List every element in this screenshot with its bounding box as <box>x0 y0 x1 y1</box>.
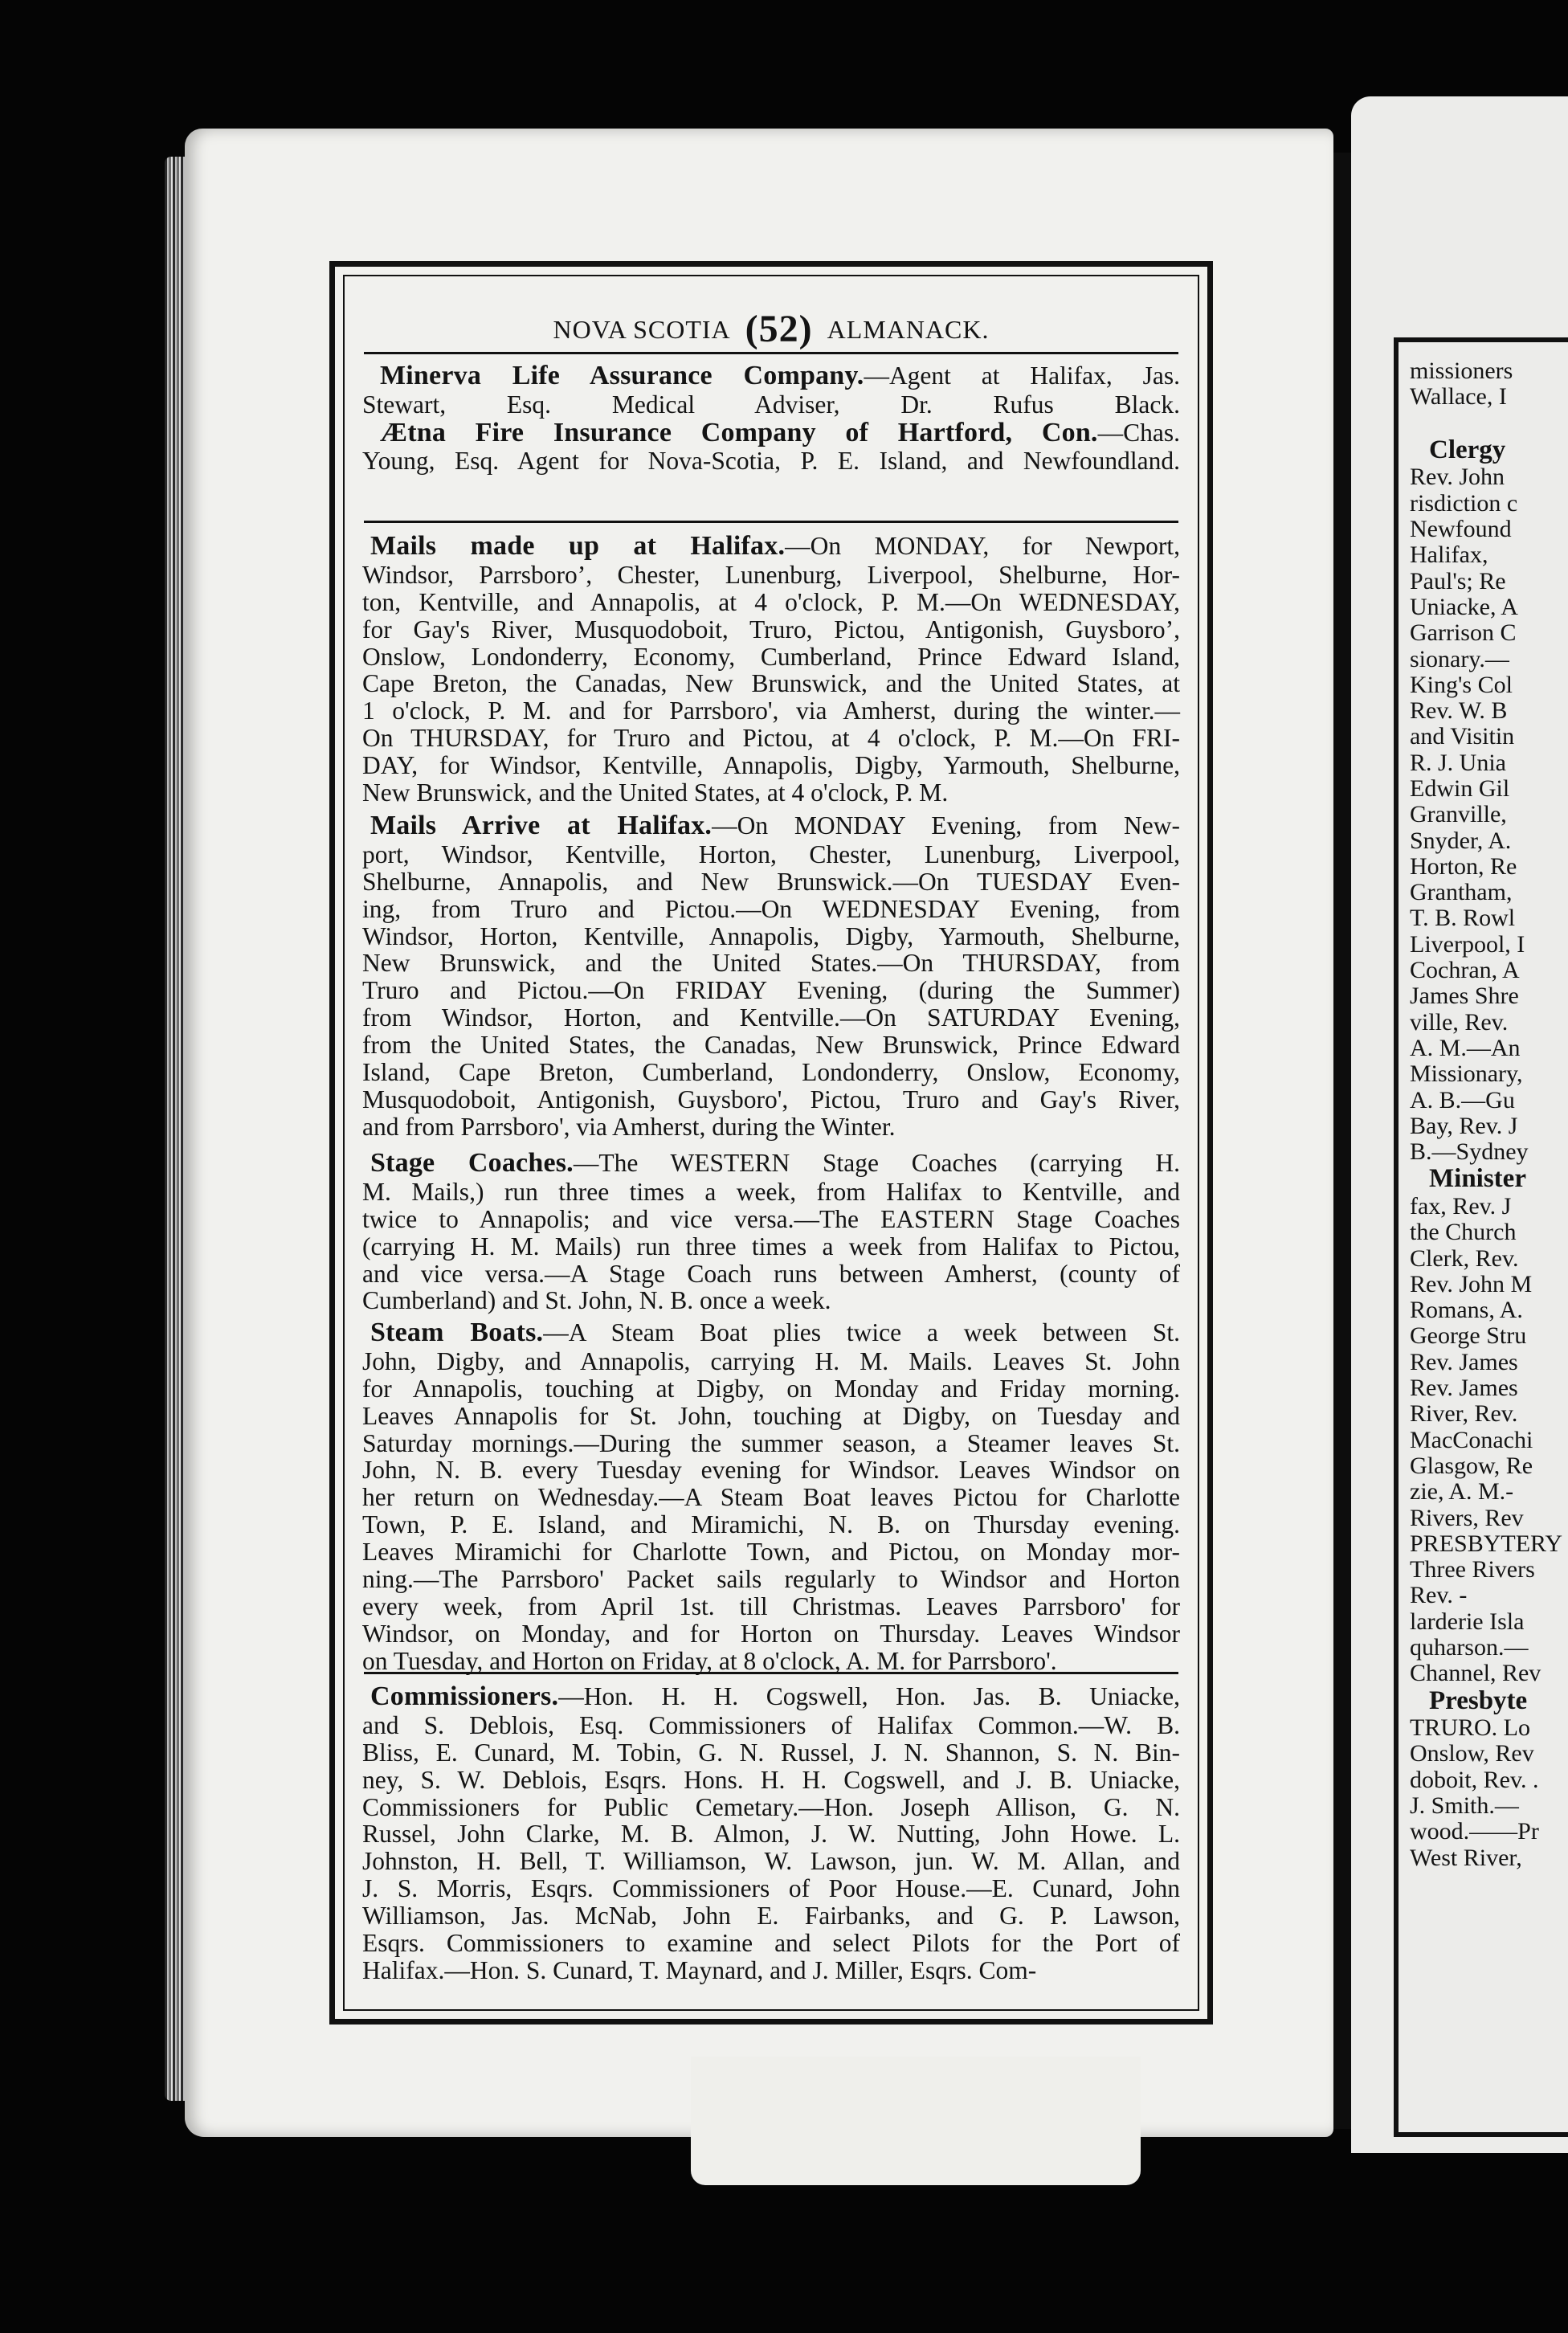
right-page-line: Three Rivers <box>1410 1556 1535 1583</box>
company-name: Minerva Life Assurance Company. <box>380 361 864 390</box>
text-line: J. S. Morris, Esqrs. Commissioners of Poor House.—E. Cunard, John <box>362 1874 1180 1903</box>
text-line: M. Mails,) run three times a week, from Halifax to Kentville, and <box>362 1177 1180 1206</box>
page-header <box>345 307 1198 351</box>
text-line: Halifax.—Hon. S. Cunard, T. Maynard, and J. Miller, Esqrs. Com- <box>362 1956 1037 1985</box>
right-page-line: Newfound <box>1410 516 1512 543</box>
right-page-line: and Visitin <box>1410 723 1515 750</box>
right-page-line: Snyder, A. <box>1410 827 1512 854</box>
right-page-line <box>1410 411 1568 436</box>
right-page-line: Paul's; Re <box>1410 567 1506 594</box>
text-line: On THURSDAY, for Truro and Pictou, at 4 o'clock, P. M.—On FRI- <box>362 724 1180 753</box>
right-page-line: ville, Rev. <box>1410 1008 1509 1036</box>
right-page-line: Rev. - <box>1410 1582 1468 1609</box>
paragraph-first-line <box>362 1149 1180 1179</box>
text-line: Cumberland) and St. John, N. B. once a week. <box>362 1286 831 1315</box>
text-line: on Tuesday, and Horton on Friday, at 8 o'clock, A. M. for Parrsboro'. <box>362 1647 1057 1676</box>
section-heading: Stage Coaches. <box>370 1148 574 1178</box>
right-page-line: R. J. Unia <box>1410 749 1506 776</box>
mails-arrive-section <box>362 811 1180 1141</box>
right-page-line: Rev. John <box>1410 464 1505 491</box>
right-page-line: Granville, <box>1410 801 1507 828</box>
right-page-line: MacConachi <box>1410 1426 1533 1453</box>
text-line: Williamson, Jas. McNab, John E. Fairbanks, and G. P. Lawson, <box>362 1902 1180 1931</box>
right-page-line: Romans, A. <box>1410 1297 1523 1324</box>
right-page-line: Rev. James <box>1410 1375 1518 1402</box>
section-rule <box>364 521 1178 523</box>
line-text: —Hon. H. H. Cogswell, Hon. Jas. B. Uniacke, <box>558 1682 1180 1710</box>
right-page-line: A. B.—Gu <box>1410 1086 1515 1113</box>
text-line: Johnston, H. Bell, T. Williamson, W. Lawson, jun. W. M. Allan, and <box>362 1847 1180 1876</box>
right-page-line: Grantham, <box>1410 879 1513 906</box>
text-line: Stewart, Esq. Medical Adviser, Dr. Rufus Black. <box>362 390 1180 419</box>
right-page-line: Glasgow, Re <box>1410 1452 1533 1479</box>
text-line: Truro and Pictou.—On FRIDAY Evening, (during the Summer) <box>362 976 1180 1005</box>
right-page-line: James Shre <box>1410 983 1519 1010</box>
header-title-left: NOVA SCOTIA <box>553 315 731 344</box>
paragraph-first-line <box>362 1682 1180 1712</box>
section-rule <box>364 1672 1178 1674</box>
text-line: New Brunswick, and the United States.—On THURSDAY, from <box>362 949 1180 978</box>
text-line: from the United States, the Canadas, New Brunswick, Prince Edward <box>362 1031 1180 1060</box>
right-page-line: Onslow, Rev <box>1410 1740 1534 1767</box>
right-page-line: B.—Sydney <box>1410 1138 1529 1166</box>
book-gutter <box>1333 153 1351 2129</box>
right-page-line: Rev. John M <box>1410 1270 1533 1297</box>
section-heading: Mails made up at Halifax. <box>370 531 786 561</box>
almanack-frame <box>329 261 1213 2025</box>
text-line: Russel, John Clarke, M. B. Almon, J. W. Nutting, John Howe. L. <box>362 1820 1180 1849</box>
right-page-line: King's Col <box>1410 671 1513 698</box>
text-line: Bliss, E. Cunard, M. Tobin, G. N. Russel, J. N. Shannon, S. N. Bin- <box>362 1738 1180 1767</box>
right-page-line: wood.——Pr <box>1410 1818 1539 1845</box>
text-line: Young, Esq. Agent for Nova-Scotia, P. E. Island, and Newfoundland. <box>362 447 1180 476</box>
text-line: Saturday mornings.—During the summer season, a Steamer leaves St. <box>362 1428 1180 1457</box>
page-number: (52) <box>745 308 813 350</box>
text-line: Windsor, Horton, Kentville, Annapolis, Digby, Yarmouth, Shelburne, <box>362 921 1180 950</box>
right-page-line: A. M.—An <box>1410 1034 1521 1061</box>
text-line: Windsor, on Monday, and for Horton on Thursday. Leaves Windsor <box>362 1620 1180 1649</box>
right-page-line: Presbyte <box>1429 1685 1528 1715</box>
text-line: for Gay's River, Musquodoboit, Truro, Pictou, Antigonish, Guysboro’, <box>362 615 1180 644</box>
paragraph-first-line <box>362 532 1180 562</box>
line-text: —The WESTERN Stage Coaches (carrying H. <box>573 1149 1181 1177</box>
header-title-right: ALMANACK. <box>827 315 990 344</box>
right-page-line: Wallace, I <box>1410 383 1507 411</box>
insurance-entry-heading <box>362 419 1180 448</box>
commissioners-section <box>362 1682 1180 1984</box>
right-page-line: Edwin Gil <box>1410 774 1510 802</box>
right-page-text <box>1410 358 1568 1871</box>
text-line: from Windsor, Horton, and Kentville.—On SATURDAY Evening, <box>362 1003 1180 1032</box>
text-line: her return on Wednesday.—A Steam Boat leaves Pictou for Charlotte <box>362 1483 1180 1512</box>
right-page-line: Channel, Rev <box>1410 1660 1541 1687</box>
text-line: port, Windsor, Kentville, Horton, Chester, Lunenburg, Liverpool, <box>362 840 1180 868</box>
mails-made-up-section <box>362 532 1180 807</box>
text-line: New Brunswick, and the United States, at 4 o'clock, P. M. <box>362 778 949 807</box>
text-line: Commissioners for Public Cemetary.—Hon. Joseph Allison, G. N. <box>362 1792 1180 1821</box>
right-page-line: West River, <box>1410 1844 1522 1871</box>
right-page-line: Halifax, <box>1410 541 1488 569</box>
line-text: —Agent at Halifax, Jas. <box>864 362 1180 390</box>
right-page-line: Garrison C <box>1410 619 1517 647</box>
text-line: and from Parrsboro', via Amherst, during the Winter. <box>362 1113 896 1142</box>
right-page-line: TRURO. Lo <box>1410 1714 1530 1742</box>
right-page-line: Missionary, <box>1410 1060 1523 1088</box>
text-line: John, N. B. every Tuesday evening for Windsor. Leaves Windsor on <box>362 1456 1180 1485</box>
text-line: Shelburne, Annapolis, and New Brunswick.—On TUESDAY Even- <box>362 867 1180 896</box>
text-line: Esqrs. Commissioners to examine and select Pilots for the Port of <box>362 1929 1180 1958</box>
text-line: for Annapolis, touching at Digby, on Monday and Friday morning. <box>362 1374 1180 1403</box>
text-line: Town, P. E. Island, and Miramichi, N. B. on Thursday evening. <box>362 1510 1180 1539</box>
insurance-entry-heading <box>362 362 1180 391</box>
section-heading: Mails Arrive at Halifax. <box>370 811 713 840</box>
right-page-line: risdiction c <box>1410 489 1518 517</box>
text-line: and vice versa.—A Stage Coach runs between Amherst, (county of <box>362 1259 1180 1288</box>
text-line: Leaves Annapolis for St. John, touching at Digby, on Tuesday and <box>362 1401 1180 1430</box>
right-page-line: zie, A. M.- <box>1410 1478 1514 1506</box>
line-text: —A Steam Boat plies twice a week between St. <box>543 1318 1180 1346</box>
right-page-line: J. Smith.— <box>1410 1792 1519 1820</box>
text-line: twice to Annapolis; and vice versa.—The EASTERN Stage Coaches <box>362 1204 1180 1233</box>
right-page-line: the Church <box>1410 1219 1517 1246</box>
text-line: John, Digby, and Annapolis, carrying H. M. Mails. Leaves St. John <box>362 1346 1180 1375</box>
text-line: ing, from Truro and Pictou.—On WEDNESDAY Evening, from <box>362 894 1180 923</box>
company-name: Ætna Fire Insurance Company of Hartford, Con. <box>380 417 1098 447</box>
paragraph-first-line <box>362 1318 1180 1348</box>
right-page-line: Horton, Re <box>1410 852 1517 880</box>
text-line: ning.—The Parrsboro' Packet sails regularly to Windsor and Horton <box>362 1565 1180 1594</box>
right-page-line: T. B. Rowl <box>1410 905 1516 932</box>
text-line: every week, from April 1st. till Christmas. Leaves Parrsboro' for <box>362 1592 1180 1621</box>
right-page-line: Uniacke, A <box>1410 593 1518 620</box>
text-line: Musquodoboit, Antigonish, Guysboro', Pictou, Truro and Gay's River, <box>362 1085 1180 1114</box>
right-page-line: Clergy <box>1429 435 1506 464</box>
header-rule <box>364 352 1178 354</box>
section-heading: Steam Boats. <box>370 1318 544 1347</box>
text-line: DAY, for Windsor, Kentville, Annapolis, Digby, Yarmouth, Shelburne, <box>362 751 1180 780</box>
right-page-line: Bay, Rev. J <box>1410 1112 1518 1139</box>
line-text: —On MONDAY Evening, from New- <box>712 811 1180 840</box>
text-line: Cape Breton, the Canadas, New Brunswick, and the United States, at <box>362 669 1180 698</box>
paragraph-first-line <box>362 811 1180 841</box>
right-page-line: Rivers, Rev <box>1410 1504 1524 1531</box>
right-page-line: Clerk, Rev. <box>1410 1244 1519 1272</box>
right-page-line: larderie Isla <box>1410 1608 1525 1635</box>
frame-inner-rule <box>343 275 1199 2011</box>
text-line: Onslow, Londonderry, Economy, Cumberland, Prince Edward Island, <box>362 642 1180 671</box>
text-line: and S. Deblois, Esq. Commissioners of Halifax Common.—W. B. <box>362 1710 1180 1739</box>
right-page-line: George Stru <box>1410 1322 1527 1350</box>
right-page-line: Liverpool, I <box>1410 930 1525 958</box>
text-line: ney, S. W. Deblois, Esqrs. Hons. H. H. Cogswell, and J. B. Uniacke, <box>362 1765 1180 1794</box>
right-page-line: quharson.— <box>1410 1634 1529 1661</box>
right-page-line: Minister <box>1429 1164 1526 1194</box>
stage-coaches-section <box>362 1149 1180 1314</box>
right-page-frame <box>1394 337 1568 2137</box>
text-line: (carrying H. M. Mails) run three times a week from Halifax to Pictou, <box>362 1232 1180 1260</box>
text-line: ton, Kentville, and Annapolis, at 4 o'clock, P. M.—On WEDNESDAY, <box>362 587 1180 616</box>
right-page-line: sionary.— <box>1410 645 1509 672</box>
text-line: Leaves Miramichi for Charlotte Town, and Pictou, on Monday mor- <box>362 1538 1180 1567</box>
right-page-line: Rev. James <box>1410 1348 1518 1375</box>
text-line: Island, Cape Breton, Cumberland, Londonderry, Onslow, Economy, <box>362 1058 1180 1087</box>
right-page-line: Cochran, A <box>1410 957 1520 984</box>
right-page-line: doboit, Rev. . <box>1410 1766 1539 1793</box>
right-page-line: River, Rev. <box>1410 1400 1518 1428</box>
line-text: —On MONDAY, for Newport, <box>785 532 1181 560</box>
text-line: 1 o'clock, P. M. and for Parrsboro', via Amherst, during the winter.— <box>362 697 1180 725</box>
right-page-line: PRESBYTERY <box>1410 1530 1563 1557</box>
right-page-line: fax, Rev. J <box>1410 1192 1512 1220</box>
section-heading: Commissioners. <box>370 1681 559 1711</box>
line-text: —Chas. <box>1097 418 1180 447</box>
page-fold <box>691 2057 1141 2185</box>
insurance-section <box>362 362 1180 475</box>
right-page-line: missioners <box>1410 358 1513 384</box>
text-line: Windsor, Parrsboro’, Chester, Lunenburg, Liverpool, Shelburne, Hor- <box>362 560 1180 589</box>
right-page-line: Rev. W. B <box>1410 697 1508 725</box>
steam-boats-section <box>362 1318 1180 1675</box>
